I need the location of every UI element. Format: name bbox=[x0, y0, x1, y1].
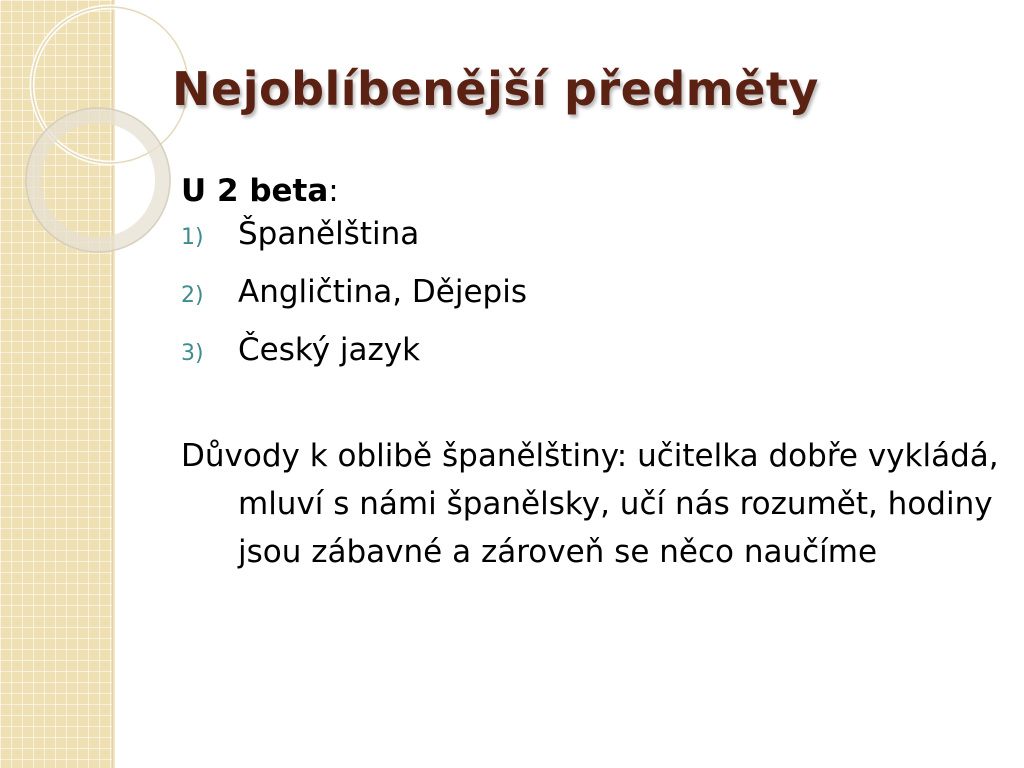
list-item bbox=[181, 274, 991, 332]
list-item bbox=[181, 332, 991, 390]
list-item bbox=[181, 216, 991, 274]
class-label-colon: : bbox=[328, 173, 339, 209]
slide-title: Nejoblíbenější předměty bbox=[172, 62, 819, 116]
class-label: U 2 beta bbox=[181, 173, 329, 209]
list-item-number: 1) bbox=[181, 225, 204, 250]
class-heading bbox=[181, 168, 991, 214]
list-item-text: Angličtina, Dějepis bbox=[238, 274, 527, 310]
list-item-text: Český jazyk bbox=[238, 332, 421, 368]
subject-ranking-list bbox=[181, 216, 991, 390]
decorative-rings-icon bbox=[0, 0, 200, 260]
slide-content bbox=[181, 168, 999, 576]
list-item-number: 2) bbox=[181, 283, 204, 308]
reasons-paragraph: Důvody k oblibě španělštiny: učitelka dobře vykládá, mluví s námi španělsky, učí nás rozumět, hodiny jsou zábavné a zároveň se něco naučíme bbox=[181, 438, 999, 570]
list-item-text: Španělština bbox=[238, 216, 420, 252]
list-item-number: 3) bbox=[181, 341, 204, 366]
